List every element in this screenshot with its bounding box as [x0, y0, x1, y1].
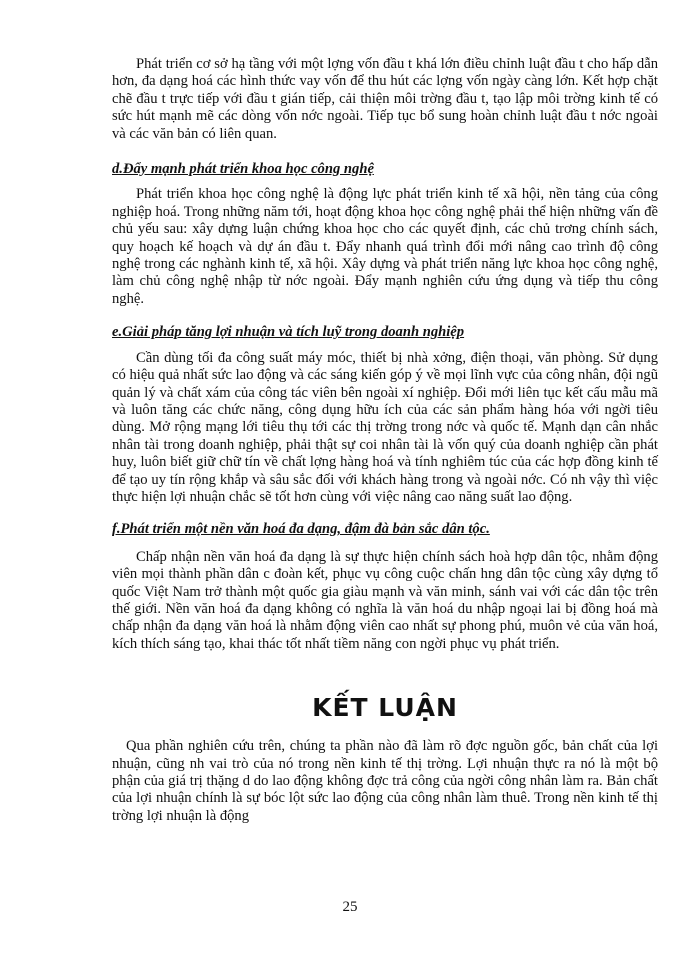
paragraph-conclusion: Qua phần nghiên cứu trên, chúng ta phần nào đã làm rõ đợc nguồn gốc, bản chất của lợi nhuận, cũng nh vai trò của nó trong nền kinh tế thị trờng. Lợi nhuận thực ra nó là một bộ phận của giá trị thặng d do lao động không đợc trả công của ngời công nhân làm ra. Bản chất của lợi nhuận chính là sự bóc lột sức lao động của công nhân làm thuê. Trong nền kinh tế thị trờng lợi nhuận là động [112, 738, 658, 824]
heading-profit-accumulation: e.Giải pháp tăng lợi nhuận và tích luỹ trong doanh nghiệp [112, 324, 465, 341]
page-number: 25 [342, 899, 358, 915]
conclusion-title: KẾT LUẬN [312, 693, 458, 723]
paragraph-infrastructure: Phát triển cơ sở hạ tầng với một lợng vốn đầu t khá lớn điều chỉnh luật đầu t cho hấp dẫn hơn, đa dạng hoá các hình thức vay vốn để thu hút các lợng vốn ngày càng lớn. Kết hợp chặt chẽ đầu t trực tiếp với đầu t gián tiếp, cải thiện môi trờng đầu t, tạo lập môi trờng kinh tế có sức hút mạnh mẽ các dòng vốn nớc ngoài. Tiếp tục bổ sung hoàn chỉnh luật đầu t nớc ngoài và các văn bản có liên quan. [112, 56, 658, 142]
paragraph-science-technology: Phát triển khoa học công nghệ là động lực phát triển kinh tế xã hội, nền tảng của công nghiệp hoá. Trong những năm tới, hoạt động khoa học công nghệ phải thể hiện những vấn đề chủ yếu sau: xây dựng luận chứng khoa học cho các quyết định, các chủ trơng chính sách, quy hoạch kế hoạch và dự án đầu t. Đẩy nhanh quá trình đổi mới nâng cao trình độ công nghệ trong các nghành kinh tế, xã hội. Xây dựng và phát triển năng lực khoa học công nghệ, làm chủ công nghệ nhập từ nớc ngoài. Đẩy mạnh nghiên cứu ứng dụng và tiếp thu công nghệ. [112, 186, 658, 307]
paragraph-culture: Chấp nhận nền văn hoá đa dạng là sự thực hiện chính sách hoà hợp dân tộc, nhằm động viên mọi thành phần dân c đoàn kết, phục vụ công cuộc chấn hng dân tộc cùng xây dựng tổ quốc Việt Nam trở thành một quốc gia giàu mạnh và văn minh, sánh vai với các dân tộc trên thế giới. Nền văn hoá đa dạng không có nghĩa là văn hoá du nhập ngoại lai bị đồng hoá mà chấp nhận đa dạng văn hoá là nhằm động viên cao nhất sự phong phú, muôn vẻ của văn hoá, kích thích sáng tạo, khai thác tốt nhất tiềm năng con ngời phục vụ phát triển. [112, 548, 658, 652]
paragraph-profit-accumulation: Cần dùng tối đa công suất máy móc, thiết bị nhà xởng, điện thoại, văn phòng. Sử dụng có hiệu quả nhất sức lao động và các sáng kiến góp ý về mọi lĩnh vực của công nhân, đội ngũ quản lý và chất xám của công tác viên bên ngoài xí nghiệp. Đổi mới liên tục kết cấu mẫu mã và luôn tăng các chức năng, công dụng hữu ích của các sản phẩm hàng hóa với ngời tiêu dùng. Mở rộng mạng lới tiêu thụ tới các thị trờng trong nớc và quốc tế. Mạnh dạn cân nhắc nhân tài trong doanh nghiệp, phải thật sự coi nhân tài là vốn quý của doanh nghiệp cần phát huy, luôn biết giữ chữ tín về chất lợng hàng hoá và tính nghiêm túc của các hợp đồng kinh tế để tạo uy tín rộng khắp và sâu sắc đối với khách hàng trong và ngoài nớc. Có nh vậy thì việc thực hiện lợi nhuận chắc sẽ tốt hơn cùng với việc nâng cao năng suất lao động. [112, 349, 658, 505]
document-body [112, 56, 658, 825]
heading-culture: f.Phát triển một nền văn hoá đa dạng, đậm đà bản sắc dân tộc. [112, 521, 490, 538]
heading-science-technology: d.Đẩy mạnh phát triển khoa học công nghệ [112, 161, 374, 178]
